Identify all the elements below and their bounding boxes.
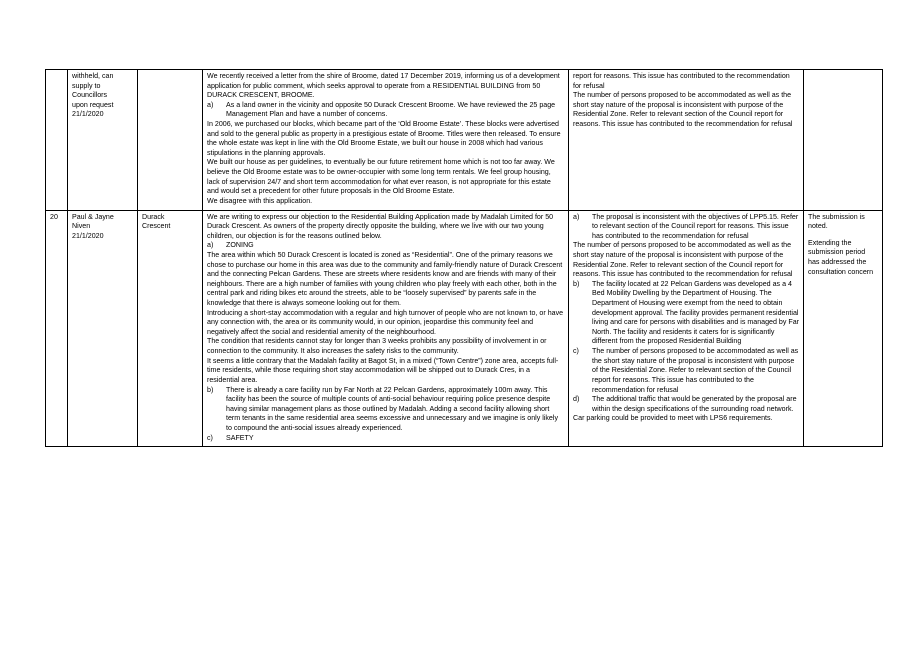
submission-paragraph: It seems a little contrary that the Madalah facility at Bagot St, in a mixed (“Town Centre”) zone area, accepts full-time residents, while those requiring short stay accommodation will be shipped out to Durack Cres, in a residential area. [207,356,559,384]
cell-submitter-name [68,210,138,447]
officer-comment-paragraph: report for reasons. This issue has contributed to the recommendation for refusal [573,72,790,90]
submission-intro-paragraph: We recently received a letter from the shire of Broome, dated 17 December 2019, informing us of a development application for public comment, which seeks approval to operate from a RESIDENTIAL BUILDING from 50 DURACK CRESCENT, BROOME. [207,72,560,100]
cell-change-to-document [804,210,883,447]
list-marker: d) [573,395,580,404]
cell-location [138,70,203,211]
submitter-date: 21/1/2020 [72,231,104,240]
submitter-name-line: upon request [72,100,114,109]
change-to-document-paragraph: Extending the submission period has addressed the consultation concern [808,238,874,276]
list-item-text: The additional traffic that would be generated by the proposal are within the design specifications of the surrounding road network. [592,395,797,413]
officer-comment-paragraph: Car parking could be provided to meet with LPS6 requirements. [573,414,773,423]
submitter-name-line: withheld, can [72,72,114,80]
schedule-table-container [45,69,882,447]
submission-schedule-table [45,69,883,447]
list-item-text: There is already a care facility run by Far North at 22 Pelcan Gardens, approximately 100m away. This facility has been the source of multiple counts of anti-social behaviour requiring police presence despite having similar management plans as those outlined by Madalah. Adding a second facility allowing short term tenants in the same residential area seems excessive and unnecessary and we imagine is only likely to compound the anti-social issues already experienced. [226,385,558,432]
list-marker: a) [573,212,580,221]
officer-comment-paragraph: The number of persons proposed to be accommodated as well as the short stay nature of the proposal is inconsistent with purpose of the Residential Zone. Refer to relevant section of the Council report for reasons. This issue has contributed to the recommendation for refusal [573,91,793,129]
table-row [46,210,883,447]
cell-submitter-name [68,70,138,211]
submitter-name-line: supply to [72,81,101,90]
submission-list-item [207,386,564,434]
list-item-heading: SAFETY [226,433,254,442]
submission-paragraph: The condition that residents cannot stay for longer than 3 weeks prohibits any possibility of involvement in or connection to the community. It also increases the safety risks to the community. [207,337,547,356]
officer-comment-paragraph: The number of persons proposed to be accommodated as well as the short stay nature of the proposal is inconsistent with purpose of the Residential Zone. Refer to relevant section of the Council report for reasons. This issue has contributed to the recommendation for refusal [573,241,793,279]
submission-paragraph: Introducing a short-stay accommodation with a regular and high turnover of people who are not known to, or have any connection with, the area or its community would, in our opinion, jeopardise this community feel and negatively affect the social and residential amenity of the neighbourhood. [207,308,564,336]
submitter-name-line: Niven [72,222,91,231]
submission-paragraph: We built our house as per guidelines, to eventually be our future retirement home which is not too far away. We believe the Old Broome estate was to be owner-occupier with some long term rentals. We feel group housing, lack of supervision 24/7 and short term accommodation for what ever reason, is not appropriate for this estate and would set a precedent for other future proposals in the Old Broome Estate. [207,158,555,196]
submission-intro-paragraph: We are writing to express our objection to the Residential Building Application made by Madalah Limited for 50 Durack Crescent. As owners of the property directly opposite the building, where we live with our two young children, our objection is for the reasons outlined below. [207,212,554,240]
officer-comment-list-item [573,347,799,395]
submitter-name-line: Councillors [72,91,108,100]
cell-submission [203,70,569,211]
list-item-heading: ZONING [226,241,254,250]
list-marker: b) [573,279,580,288]
officer-comment-list-item [573,395,799,414]
list-marker: a) [207,241,214,250]
list-marker: a) [207,100,214,109]
list-item-text: The number of persons proposed to be accommodated as well as the short stay nature of the proposal is inconsistent with purpose of the Residential Zone. Refer to relevant section of the Council report for reasons. This issue has contributed to the recommendation for refusal [592,347,799,394]
submitter-date: 21/1/2020 [72,110,104,119]
cell-row-number [46,210,68,447]
paragraph-spacer [808,232,878,239]
submission-list-item [207,101,564,120]
table-row [46,70,883,211]
officer-comment-list-item [573,213,799,242]
list-item-text: The proposal is inconsistent with the objectives of LPP5.15. Refer to relevant section of the Council report for reasons. This issue has contributed to the recommendation for refusal [592,212,799,240]
list-marker: c) [573,347,579,356]
change-to-document-paragraph: The submission is noted. [808,212,865,231]
submission-list-item [207,434,564,444]
submission-outro-paragraph: We disagree with this application. [207,196,313,205]
location-line: Durack [142,212,165,221]
cell-row-number [46,70,68,211]
row-number-value: 20 [50,212,58,221]
list-item-text: As a land owner in the vicinity and opposite 50 Durack Crescent Broome. We have reviewed the 25 page Management Plan and have a number of concerns. [226,100,556,119]
cell-change-to-document [804,70,883,211]
cell-officer-comment [569,70,804,211]
submission-paragraph: In 2006, we purchased our blocks, which became part of the ‘Old Broome Estate’. These blocks were advertised and sold to the general public as property in a prestigious estate of Broome. Titles were then released. To ensure the whole estate was kept in line with the Old Broome Estate, we built our house in 2008 which had various stipulations in the planning approvals. [207,120,561,157]
officer-comment-list-item [573,280,799,347]
cell-location [138,210,203,447]
submission-list-item [207,241,564,251]
submitter-name-line: Paul & Jayne [72,212,114,221]
list-marker: b) [207,385,214,394]
list-item-text: The facility located at 22 Pelcan Gardens was developed as a 4 Bed Mobility Dwelling by the Department of Housing. The Department of Housing were exempt from the need to obtain development approval. The facility provides permanent residential living and care for persons with disabilities and is managed by Far North. The facility and residents it caters for is significantly different from the proposed Residential Building [592,279,800,346]
cell-officer-comment [569,210,804,447]
list-marker: c) [207,433,213,442]
location-line: Crescent [142,222,171,231]
submission-paragraph: The area within which 50 Durack Crescent is located is zoned as “Residential”. One of the primary reasons we chose to purchase our home in this area was due to the community and family-friendly nature of Durack Crescent and the connecting Pelcan Gardens. These are streets where residents know and are friends with many of their neighbours. There are a high number of families with young children who play freely with each other, both in the central park and riding bikes etc around the streets, able to be “loosely supervised” by parents safe in the knowledge that there is always someone looking out for them. [207,250,563,308]
cell-submission [203,210,569,447]
